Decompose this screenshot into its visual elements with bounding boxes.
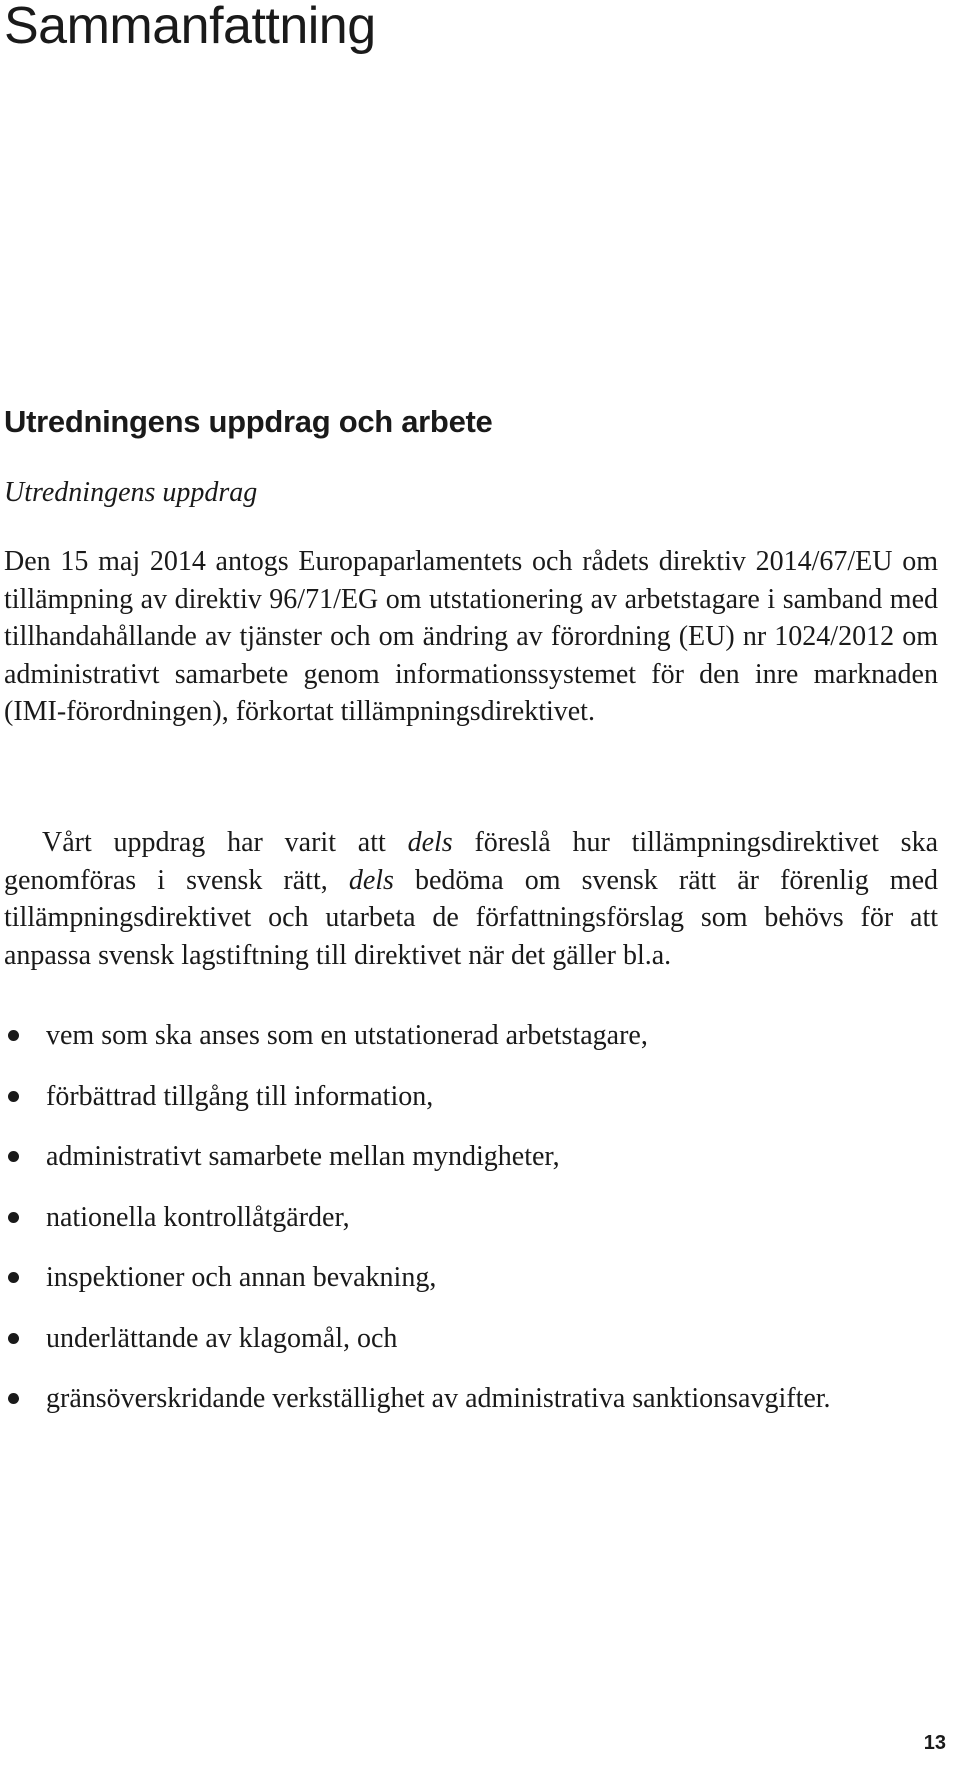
bullet-item xyxy=(4,1320,938,1358)
paragraph-2 xyxy=(4,824,938,974)
subheading: Utredningens uppdrag xyxy=(4,477,258,508)
bullet-icon xyxy=(8,1091,19,1102)
bullet-item xyxy=(4,1138,938,1176)
paragraph-2-part-2: föreslå hur tillämpningsdirektivet ska genomföras i svensk rätt, xyxy=(4,827,938,896)
paragraph-2-text xyxy=(4,824,938,974)
paragraph-1-text: Den 15 maj 2014 antogs Europaparlamentets och rådets direktiv 2014/67/EU om tillämpning av direktiv 96/71/EG om utstationering av arbetstagare i samband med tillhandahållande av tjänster och om ändring av förordning (EU) nr 1024/2012 om administrativt samarbete genom informationssystemet för den inre marknaden (IMI-förordningen), förkortat tillämpningsdirektivet. xyxy=(4,546,938,727)
page-title: Sammanfattning xyxy=(4,0,376,55)
bullet-item xyxy=(4,1259,938,1297)
bullet-icon xyxy=(8,1272,19,1283)
page-number: 13 xyxy=(923,1732,946,1754)
bullet-item xyxy=(4,1380,938,1418)
bullet-text: inspektioner och annan bevakning, xyxy=(46,1262,437,1293)
paragraph-2-part-1: Vårt uppdrag har varit att xyxy=(42,827,408,858)
bullet-icon xyxy=(8,1333,19,1344)
bullet-item xyxy=(4,1199,938,1237)
paragraph-1 xyxy=(4,543,938,731)
bullet-text: nationella kontrollåtgärder, xyxy=(46,1201,350,1233)
bullet-item xyxy=(4,1017,938,1055)
bullet-text: underlättande av klagomål, och xyxy=(46,1322,398,1354)
bullet-text: vem som ska anses som en utstationerad arbetstagare, xyxy=(46,1020,648,1051)
paragraph-2-emphasis-2: dels xyxy=(348,864,394,896)
bullet-icon xyxy=(8,1393,19,1404)
bullet-text: gränsöverskridande verkställighet av administrativa sanktionsavgifter. xyxy=(46,1383,831,1414)
bullet-text: administrativt samarbete mellan myndigheter, xyxy=(46,1141,560,1172)
bullet-icon xyxy=(8,1151,19,1162)
section-heading: Utredningens uppdrag och arbete xyxy=(4,404,493,439)
bullet-icon xyxy=(8,1212,19,1223)
paragraph-2-part-3: bedöma om svensk rätt är förenlig med tillämpningsdirektivet och utarbeta de författningsförslag som behövs för att anpassa svensk lagstiftning till direktivet när det gäller bl.a. xyxy=(4,864,938,971)
paragraph-2-emphasis-1: dels xyxy=(407,827,453,858)
bullet-text: förbättrad tillgång till information, xyxy=(46,1080,434,1112)
bullet-item xyxy=(4,1078,938,1116)
bullet-list xyxy=(4,1017,938,1441)
bullet-icon xyxy=(8,1030,19,1041)
